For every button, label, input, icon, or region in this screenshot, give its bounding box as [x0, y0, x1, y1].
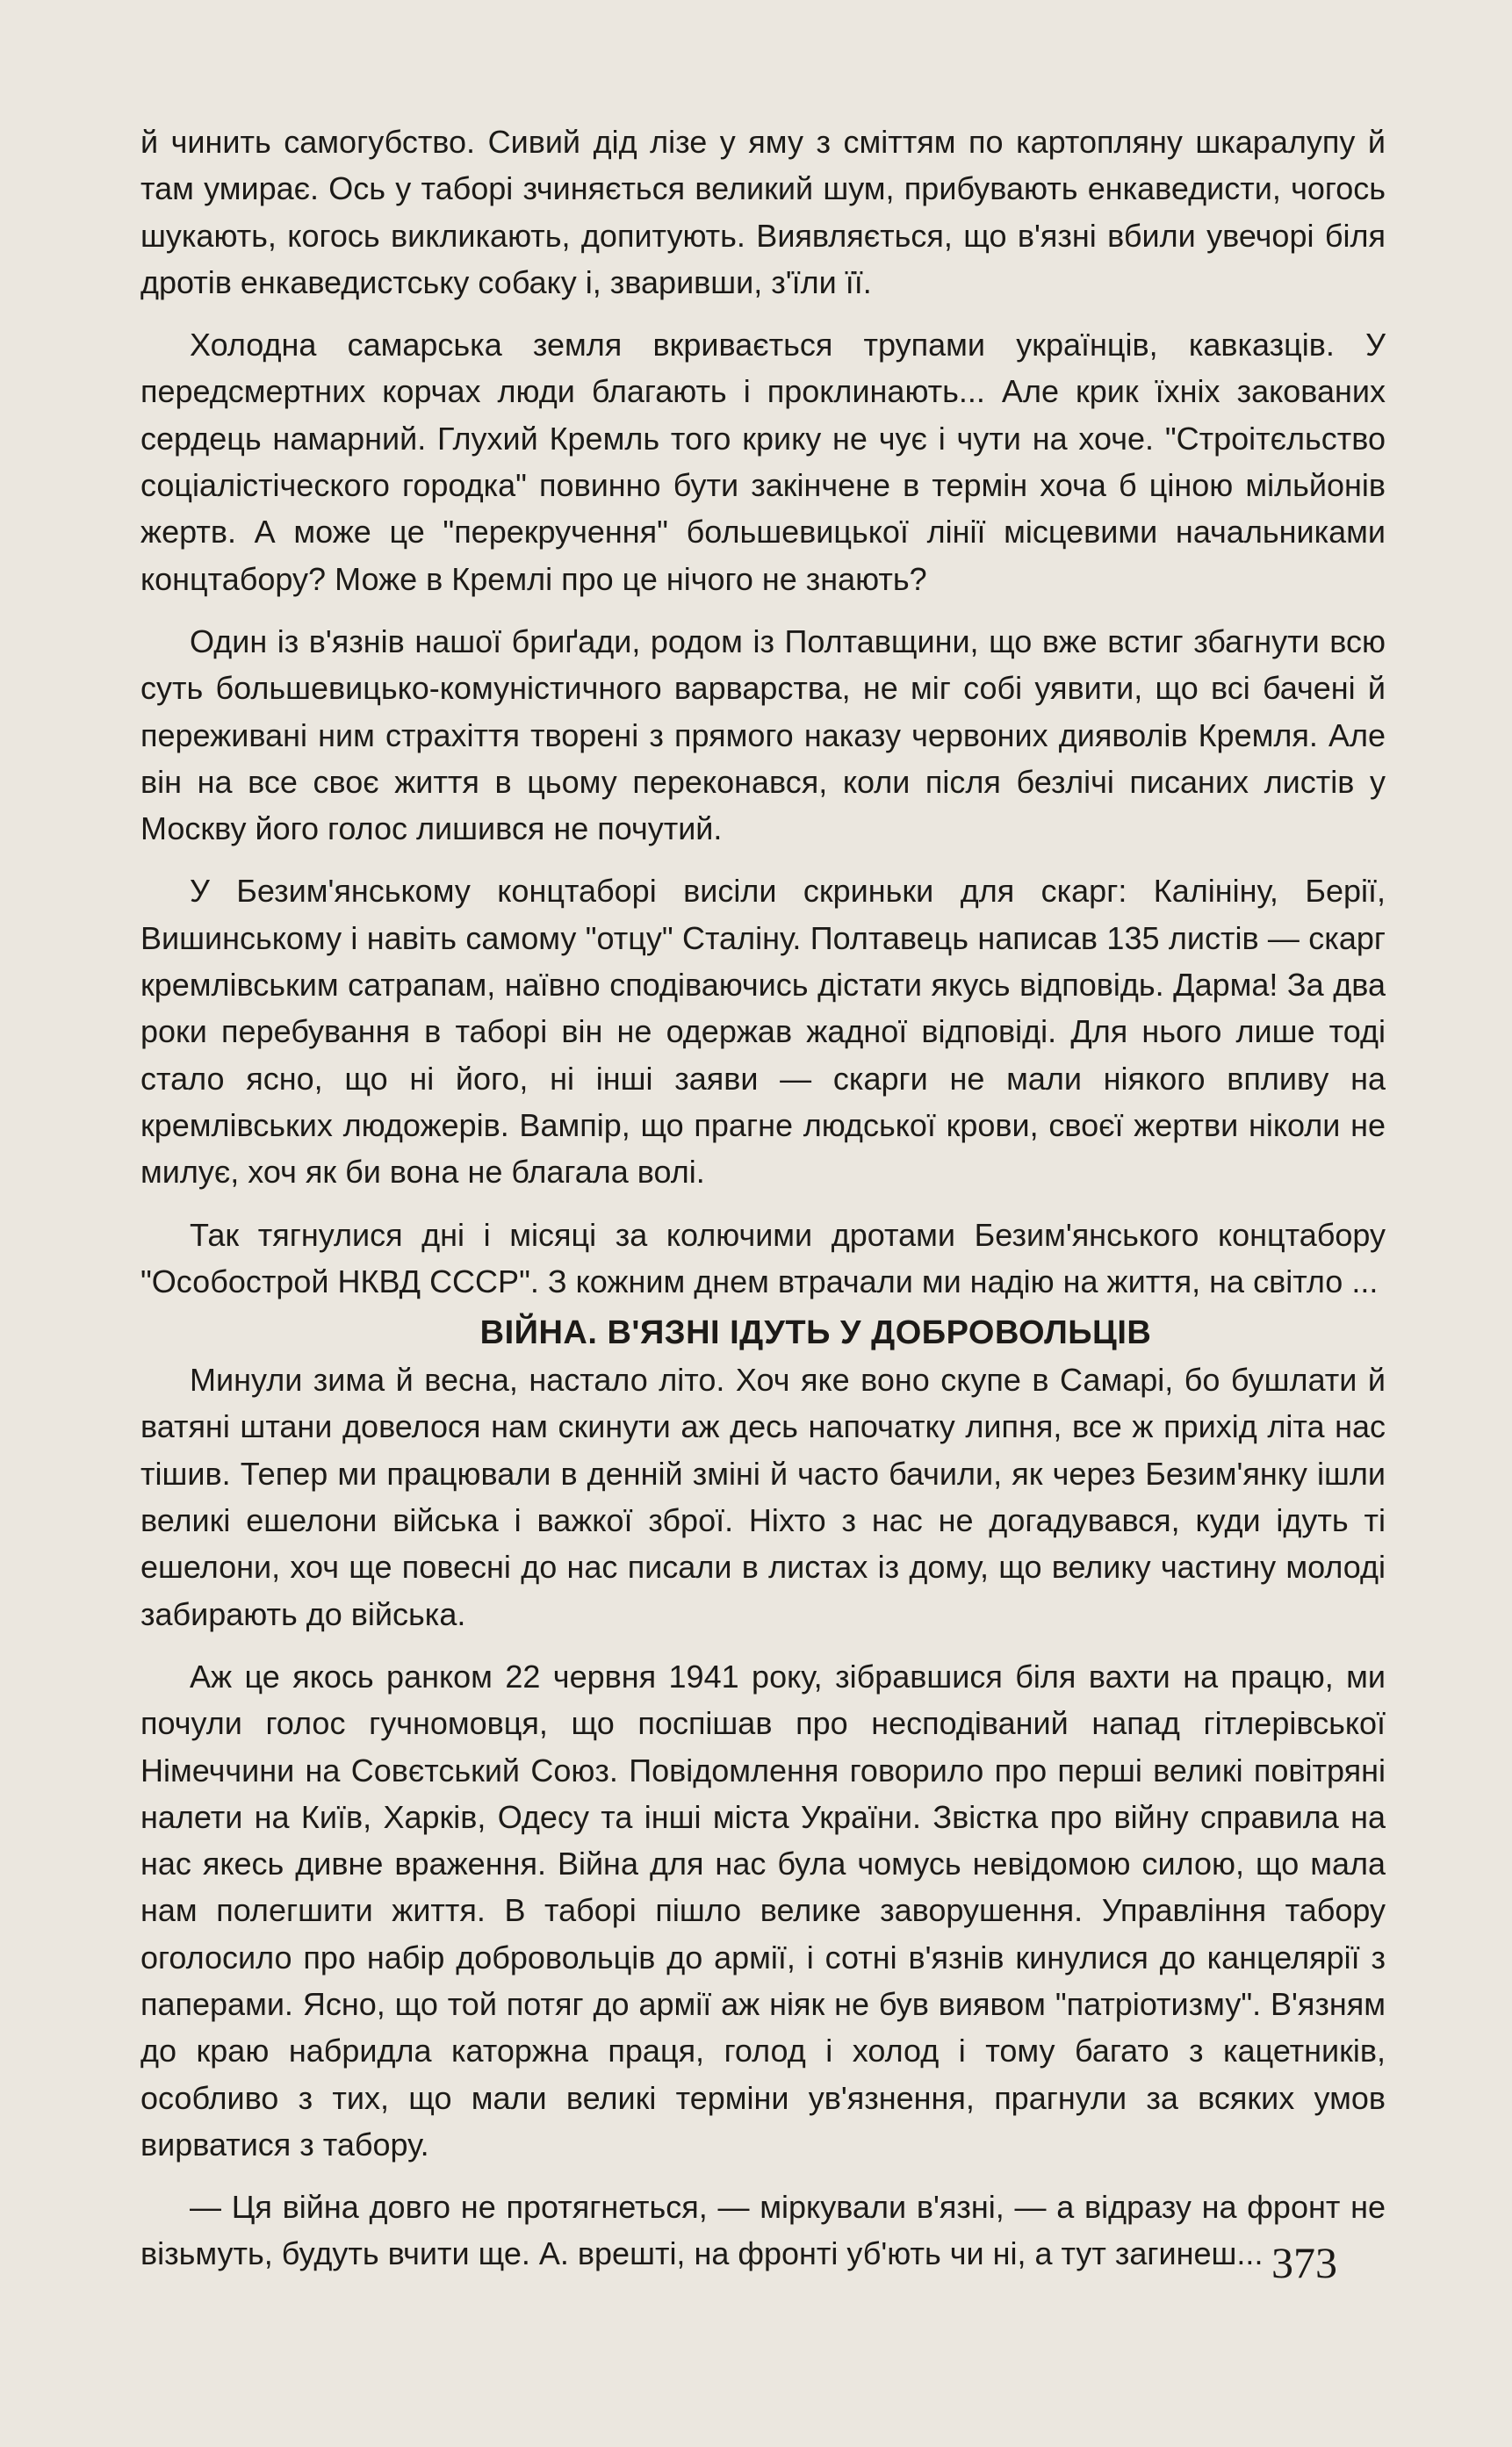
section-heading: ВІЙНА. В'ЯЗНІ ІДУТЬ У ДОБРОВОЛЬЦІВ: [479, 1314, 1152, 1352]
paragraph-7: Аж це якось ранком 22 червня 1941 року, зібравшися біля вахти на працю, ми почули голос гучномовця, що поспішав про несподіваний напад гітлерівської Німеччини на Совєтський Союз. Повідомлення говорило про перші великі повітряні налети на Київ, Харків, Одесу та інші міста України. Звістка про війну справила на нас якесь дивне враження. Війна для нас була чомусь невідомою силою, що мала нам полегшити життя. В таборі пішло велике заворушення. Управління табору оголосило про набір добровольців до армії, і сотні в'язнів кинулися до канцелярії з паперами. Ясно, що той потяг до армії аж ніяк не був виявом "патріотизму". В'язням до краю набридла каторжна праця, голод і холод і тому багато з кацетників, особливо з тих, що мали великі терміни ув'язнення, прагнули за всяких умов вирватися з табору.: [140, 1658, 1386, 2163]
page-body: [140, 119, 1386, 2278]
paragraph-6: Минули зима й весна, настало літо. Хоч яке воно скупе в Самарі, бо бушлати й ватяні штани довелося нам скинути аж десь напочатку липня, все ж прихід літа нас тішив. Тепер ми працювали в денній зміні й часто бачили, як через Безим'янку ішли великі ешелони війська і важкої зброї. Ніхто з нас не догадувався, куди ідуть ті ешелони, хоч ще повесні до нас писали в листах із дому, що велику частину молоді забирають до війська.: [140, 1362, 1386, 1632]
paragraph-3: Один із в'язнів нашої бриґади, родом із Полтавщини, що вже встиг збагнути всю суть большевицько-комуністичного варварства, не міг собі уявити, що всі бачені й переживані ним страхіття творені з прямого наказу червоних дияволів Кремля. Але він на все своє життя в цьому переконався, коли після безлічі писаних листів у Москву його голос лишився не почутий.: [140, 623, 1386, 847]
paragraph-2: Холодна самарська земля вкривається трупами українців, кавказців. У передсмертних корчах люди благають і проклинають... Але крик їхніх закованих сердець намарний. Глухий Кремль того крику не чує і чути на хоче. "Строітєльство соціалістіческого городка" повинно бути закінчене в термін хоча б ціною мільйонів жертв. А може це "перекручення" большевицької лінії місцевими начальниками концтабору? Може в Кремлі про це нічого не знають?: [140, 327, 1386, 597]
page-number: 373: [1271, 2238, 1337, 2287]
paragraph-1: й чинить самогубство. Сивий дід лізе у яму з сміттям по картопляну шкаралупу й там умирає. Ось у таборі зчиняється великий шум, прибувають енкаведисти, чогось шукають, когось викликають, допитують. Виявляється, що в'язні вбили увечорі біля дротів енкаведистську собаку і, зваривши, з'їли її.: [140, 124, 1386, 300]
paragraph-8: — Ця війна довго не протягнеться, — міркували в'язні, — а відразу на фронт не візьмуть, будуть вчити ще. А. врешті, на фронті уб'ють чи ні, а тут загинеш...: [140, 2189, 1386, 2272]
paragraph-4: У Безим'янському концтаборі висіли скриньки для скарг: Калініну, Берії, Вишинському і навіть самому "отцу" Сталіну. Полтавець написав 135 листів — скарг кремлівським сатрапам, наївно сподіваючись дістати якусь відповідь. Дарма! За два роки перебування в таборі він не одержав жадної відповіді. Для нього лише тоді стало ясно, що ні його, ні інші заяви — скарги не мали ніякого впливу на кремлівських людожерів. Вампір, що прагне людської крови, своєї жертви ніколи не милує, хоч як би вона не благала волі.: [140, 873, 1386, 1191]
paragraph-5: Так тягнулися дні і місяці за колючими дротами Безим'янського концтабору "Особострой НКВД СССР". З кожним днем втрачали ми надію на життя, на світло ...: [140, 1216, 1386, 1299]
